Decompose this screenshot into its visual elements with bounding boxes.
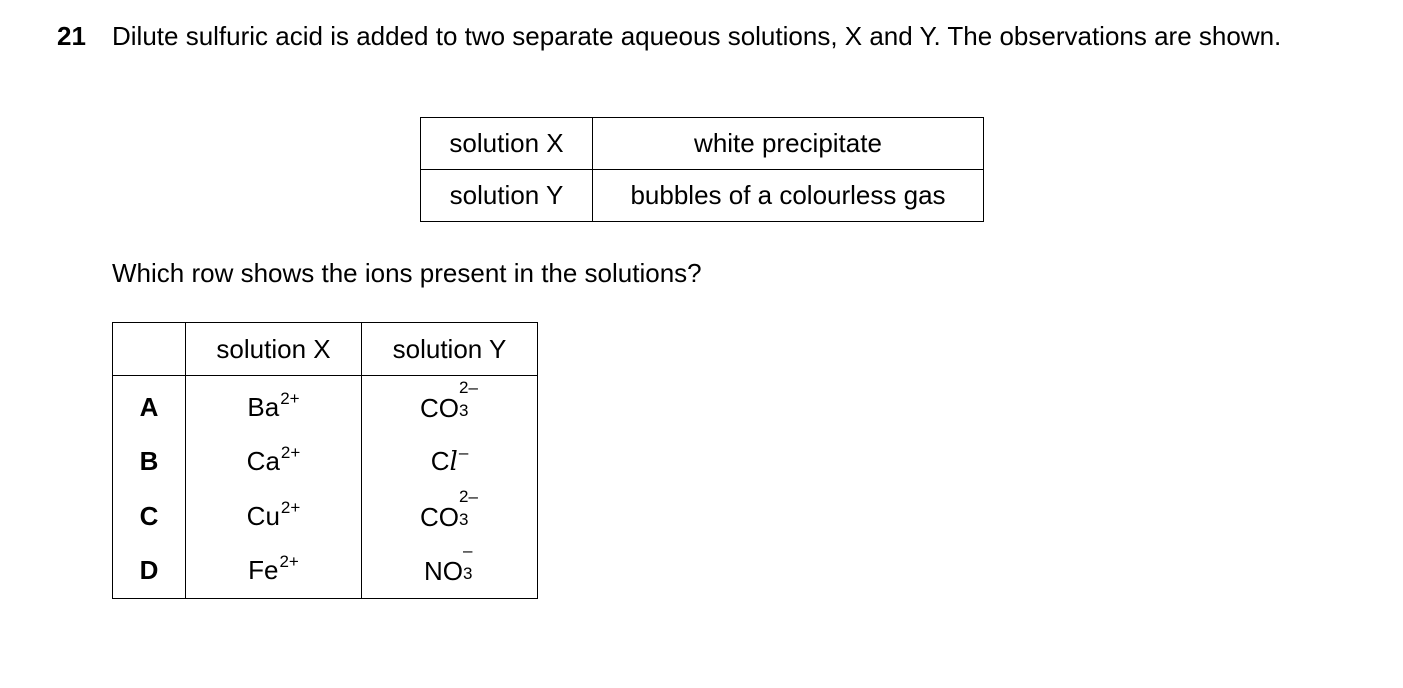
option-key: D [113,544,186,599]
header-solution-x: solution X [186,323,362,376]
option-ion-y [362,376,538,435]
option-key: C [113,489,186,544]
header-empty-cell [113,323,186,376]
ion-charge: 2+ [279,552,299,572]
option-ion-x [186,544,362,599]
header-solution-y: solution Y [362,323,538,376]
ion-charge: 2– [459,486,478,506]
option-key: A [113,376,186,435]
ion-subscript: 3 [459,509,469,529]
ion-base: NO [424,556,463,587]
option-row-b[interactable] [113,435,538,490]
question-prompt: Which row shows the ions present in the solutions? [112,258,702,288]
observations-table [420,117,984,222]
ion-charge: 2+ [280,443,301,463]
option-key: B [113,435,186,490]
question-number: 21 [57,21,86,51]
option-row-c[interactable] [113,489,538,544]
ion-subscript: 3 [463,564,473,584]
option-row-d[interactable] [113,544,538,599]
option-ion-y [362,486,538,544]
options-table [112,322,538,599]
ion-charge: 2+ [280,388,300,408]
ion-base: CO [420,501,459,532]
option-row-a[interactable] [113,376,538,435]
table-row [421,118,984,170]
option-ion-y [362,541,538,599]
observation-result: white precipitate [593,118,984,170]
option-ion-x [186,489,362,544]
option-ion-x [186,376,362,435]
ion-charge: – [463,541,473,561]
ion-base: Ca [246,446,280,477]
observation-solution-label: solution X [421,118,593,170]
ion-base: CO [420,392,459,423]
question-stem: Dilute sulfuric acid is added to two separate aqueous solutions, X and Y. The observations are shown. [112,21,1282,51]
ion-charge: – [458,443,469,463]
option-ion-x [186,435,362,490]
ion-base: Ba [247,391,280,422]
ion-charge: 2+ [280,497,301,517]
ion-charge: 2– [459,377,478,397]
ion-base: Cu [246,500,280,531]
observation-result: bubbles of a colourless gas [593,170,984,222]
observation-solution-label: solution Y [421,170,593,222]
options-header-row [113,323,538,376]
option-ion-y [362,435,538,490]
table-row [421,170,984,222]
ion-subscript: 3 [459,400,469,420]
ion-base-italic: l [449,447,458,478]
ion-base: C [430,446,450,477]
ion-base: Fe [248,555,279,586]
